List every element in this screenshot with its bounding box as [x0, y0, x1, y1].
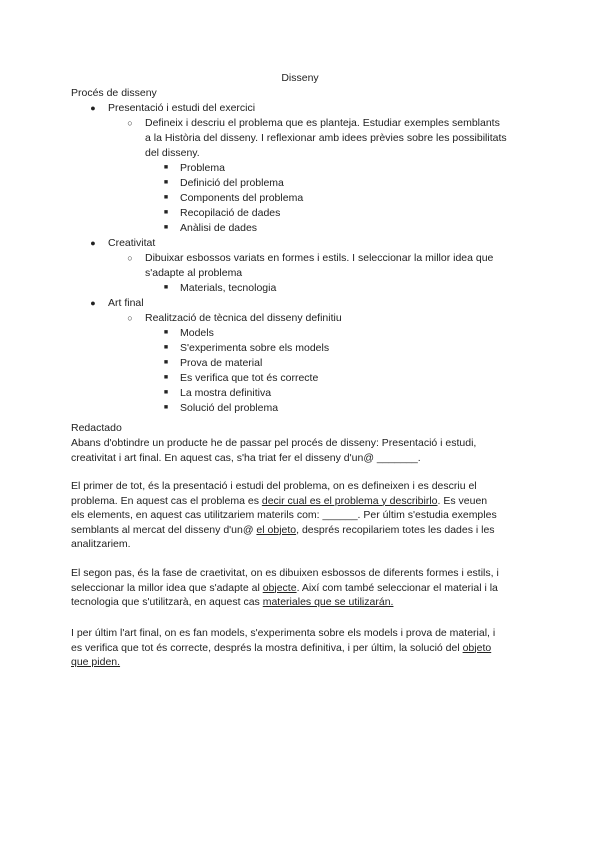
outline-subitem-text: Dibuixar esbossos variats en formes i estils. I seleccionar la millor idea que: [145, 252, 494, 264]
bullet-level2: ○: [127, 253, 133, 263]
underlined-text: materiales que se utilizarán.: [262, 596, 394, 609]
list-item: Definició del problema: [180, 177, 284, 189]
outline-section: [71, 86, 531, 434]
list-item: Problema: [180, 162, 225, 174]
list-item: Prova de material: [180, 357, 263, 369]
underlined-text: que piden.: [71, 656, 121, 669]
bullet-level2: ○: [127, 313, 133, 323]
bullet-level1: ●: [90, 103, 96, 113]
list-item: La mostra definitiva: [180, 387, 272, 399]
bullet-level3: ■: [163, 284, 169, 291]
document-title: Disseny: [281, 72, 319, 84]
outline-subitem-text: del disseny.: [145, 147, 200, 159]
list-item: Components del problema: [180, 192, 304, 204]
bullet-level2: ○: [127, 118, 133, 128]
list-item: Es verifica que tot és correcte: [180, 372, 319, 384]
underlined-text: objeto: [462, 641, 492, 654]
outline-subitem-text: s'adapte al problema: [145, 267, 243, 279]
bullet-level1: ●: [90, 238, 96, 248]
underlined-text: objecte: [262, 581, 297, 594]
bullet-level1: ●: [90, 298, 96, 308]
outline-subitem-text: Defineix i descriu el problema que es planteja. Estudiar exemples semblants: [145, 117, 500, 129]
bullet-level3: ■: [163, 374, 169, 381]
bullet-level3: ■: [163, 179, 169, 186]
bullet-level3: ■: [163, 344, 169, 351]
outline-subitem-text: Realització de tècnica del disseny definitiu: [145, 312, 342, 324]
bullet-level3: ■: [163, 209, 169, 216]
bullet-level3: ■: [163, 194, 169, 201]
bullet-level3: ■: [163, 404, 169, 411]
outline-subitem-text: a la Història del disseny. I reflexionar amb idees prèvies sobre les possibilitats: [145, 132, 507, 144]
bullet-level3: ■: [163, 329, 169, 336]
outline-item-art-final: Art final: [108, 297, 144, 309]
list-item: Anàlisi de dades: [180, 222, 258, 234]
bullet-level3: ■: [163, 359, 169, 366]
list-item: Recopilació de dades: [180, 207, 281, 219]
redactado-heading: Redactado: [71, 422, 122, 434]
list-item: Materials, tecnologia: [180, 282, 277, 294]
paragraph-2: El primer de tot, és la presentació i estudi del problema, on es defineixen i es descriu el problema. En aquest cas el problema es decir cual es el problema y describirlo. Es veuen els elements, en aquest cas utilitzariem materils com: ______. Per últim s'estudia exemples semblants al mercat del disseny d'un@ el objeto, després recopilariem totes les dades i les analitzariem.: [71, 480, 497, 551]
list-item: Models: [180, 327, 214, 339]
paragraph-4: I per últim l'art final, on es fan models, s'experimenta sobre els models i prova de material, i es verifica que tot és correcte, després la mostra definitiva, i per últim, la solució del objeto que piden.: [71, 627, 496, 669]
paragraph-1: Abans d'obtindre un producte he de passar pel procés de disseny: Presentació i estudi, creativitat i art final. En aquest cas, s'ha triat fer el disseny d'un@ _______.: [71, 437, 477, 464]
list-item: S'experimenta sobre els models: [180, 342, 330, 354]
underlined-text: decir cual es el problema y describirlo: [261, 494, 438, 507]
list-item: Solució del problema: [180, 402, 279, 414]
bullet-level3: ■: [163, 224, 169, 231]
section-heading: Procés de disseny: [71, 87, 157, 99]
paragraph-3: El segon pas, és la fase de craetivitat, on es dibuixen esbossos de diferents formes i estils, i seleccionar la millor idea que s'adapte al objecte. Així com també seleccionar el material i la tecnologia que s'utilitzarà, en aquest cas materiales que se utilizarán.: [71, 567, 499, 609]
bullet-level3: ■: [163, 164, 169, 171]
outline-item-presentacio: Presentació i estudi del exercici: [108, 102, 256, 114]
outline-item-creativitat: Creativitat: [108, 237, 156, 249]
bullet-level3: ■: [163, 389, 169, 396]
underlined-text: el objeto: [256, 523, 297, 536]
